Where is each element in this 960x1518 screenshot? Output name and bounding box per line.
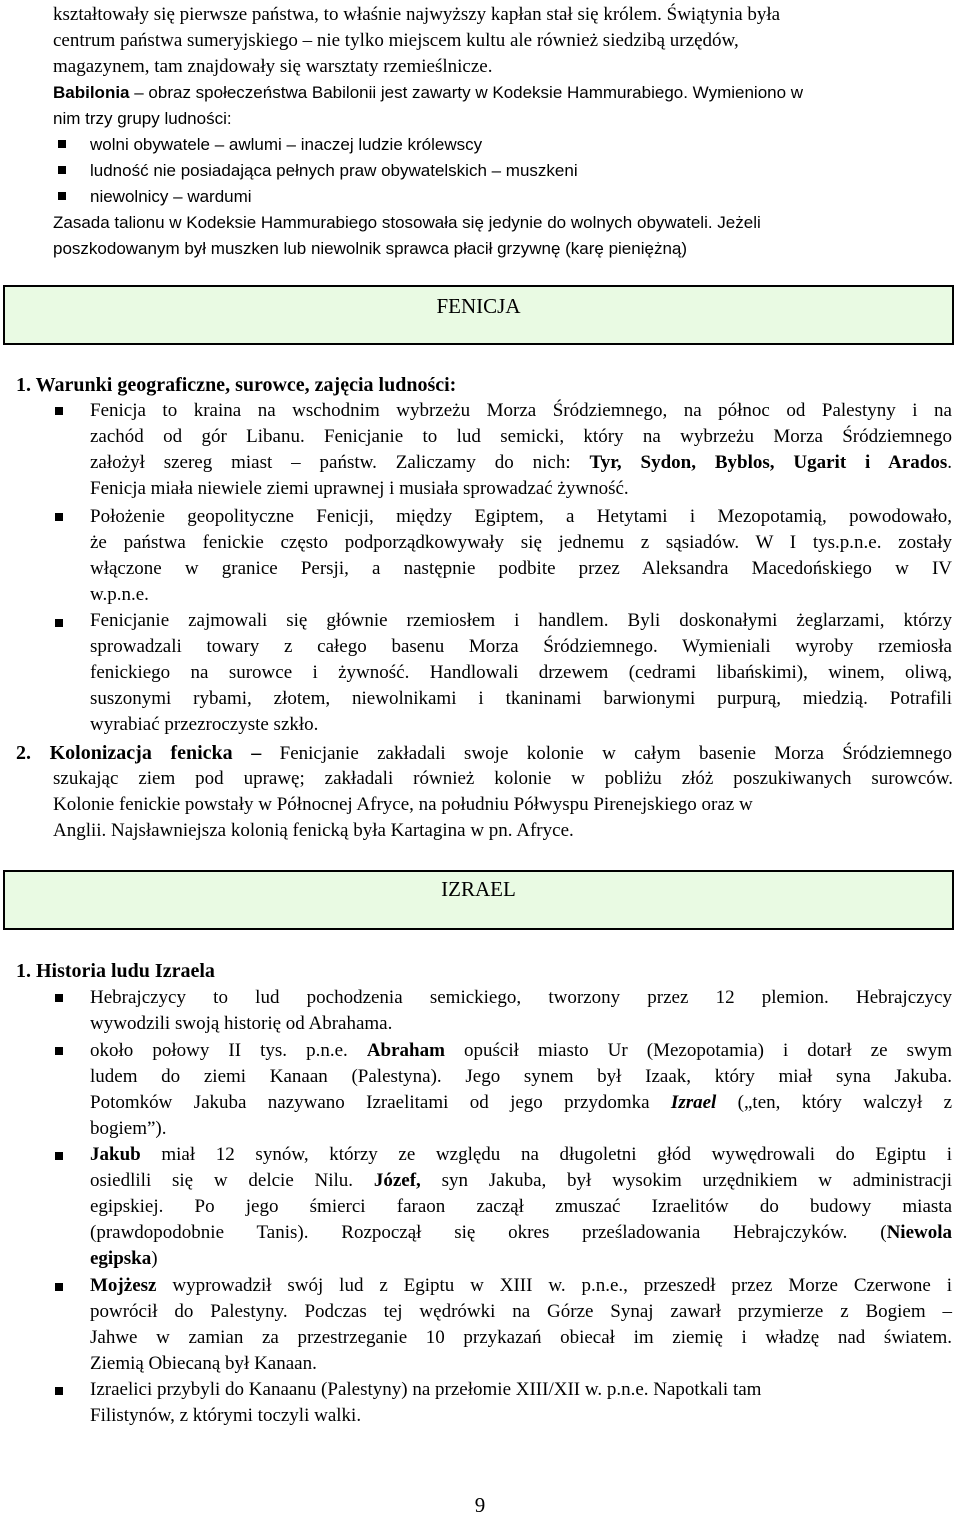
list-item: ludność nie posiadająca pełnych praw obywatelskich – muszkeni — [90, 161, 578, 180]
text-line: powrócił do Palestyny. Podczas tej wędrówki na Górze Synaj zawarł przymierze z Bogiem – — [90, 1301, 952, 1322]
bullet-icon — [55, 1152, 63, 1160]
text-line: Ziemią Obiecaną był Kanaan. — [90, 1353, 317, 1374]
text-span: opuścił miasto Ur (Mezopotamia) i dotarł ze swym — [444, 1040, 952, 1061]
section-title — [16, 372, 456, 398]
section-title-text: 2. Kolonizacja fenicka – — [16, 742, 262, 764]
person-name: Izrael — [670, 1092, 717, 1113]
bullet-icon — [55, 1047, 63, 1055]
text-line: wywodzili swoją historię od Abrahama. — [90, 1013, 393, 1034]
text-span: miał 12 synów, którzy ze względu na długoletni głód wywędrowali do Egiptu i — [140, 1144, 952, 1165]
list-item: wolni obywatele – awlumi – inaczej ludzie królewscy — [90, 135, 483, 154]
bullet-icon — [58, 192, 66, 200]
section-title-text: 1. Warunki geograficzne, surowce, zajęcia ludności: — [16, 374, 457, 396]
text-line: że państwa fenickie często podporządkowywały się jednemu z sąsiadów. W I tys.p.n.e. zostały — [90, 532, 952, 553]
text-line: fenickiego na surowce i żywność. Handlowali drzewem (cedrami libańskimi), winem, oliwą, — [90, 662, 952, 683]
text-line — [90, 450, 952, 476]
text-line: poszkodowanym był muszken lub niewolnik sprawca płacił grzywnę (karę pieniężną) — [53, 239, 688, 258]
text-line: Anglii. Najsławniejsza kolonią fenicką była Kartagina w pn. Afryce. — [53, 820, 574, 841]
bullet-icon — [55, 619, 63, 627]
text-line: Fenicjanie zajmowali się głównie rzemiosłem i handlem. Byli doskonałymi żeglarzami, którzy — [90, 610, 952, 631]
person-name: Józef, — [373, 1170, 421, 1191]
person-name: Abraham — [366, 1040, 445, 1061]
text-span: – obraz społeczeństwa Babilonii jest zawarty w Kodeksie Hammurabiego. Wymieniono w — [129, 83, 804, 102]
text-line: Zasada talionu w Kodeksie Hammurabiego stosowała się jedynie do wolnych obywateli. Jeżeli — [53, 213, 761, 232]
text-line: sprowadzali towary z całego basenu Morza Śródziemnego. Wymieniali wyroby rzemiosła — [90, 636, 952, 657]
text-line: Położenie geopolityczne Fenicji, między Egiptem, a Hetytami i Mezopotamią, powodowało, — [90, 506, 952, 527]
list-item — [90, 1038, 952, 1142]
text-line: zachód od gór Libanu. Fenicjanie to lud semicki, który na wybrzeżu Morza Śródziemnego — [90, 426, 952, 447]
bullet-icon — [58, 166, 66, 174]
text-line: Filistynów, z którymi toczyli walki. — [90, 1405, 362, 1426]
section-title-text: 1. Historia ludu Izraela — [16, 960, 215, 982]
banner-title: FENICJA — [436, 294, 521, 318]
text-line: magazynem, tam znajdowały się warsztaty rzemieślnicze. — [53, 56, 493, 77]
text-line: szukając ziem pod uprawę; zakładali również kolonie w pobliżu złóż poszukiwanych surowców. — [53, 768, 953, 789]
section-title — [16, 958, 215, 984]
term: Niewola — [886, 1222, 952, 1243]
list-item — [90, 1142, 952, 1272]
text-span: osiedlili się w delcie Nilu. — [90, 1170, 374, 1191]
text-span: (prawdopodobnie Tanis). Rozpoczął się okres prześladowania Hebrajczyków. ( — [90, 1222, 887, 1243]
text-line: ludem do ziemi Kanaan (Palestyna). Jego synem był Izaak, który miał syna Jakuba. — [90, 1066, 952, 1087]
colonization-paragraph — [16, 740, 952, 767]
text-span: około połowy II tys. p.n.e. — [90, 1040, 367, 1061]
bullet-icon — [55, 407, 63, 415]
text-span: syn Jakuba, był wysokim urzędnikiem w administracji — [420, 1170, 952, 1191]
colonization-paragraph-cont — [53, 766, 953, 844]
text-line — [90, 1090, 952, 1116]
page-number: 9 — [474, 1493, 486, 1517]
list-item: niewolnicy – wardumi — [90, 187, 252, 206]
text-line — [90, 1142, 952, 1168]
list-item — [90, 398, 952, 502]
bullet-icon — [55, 994, 63, 1002]
text-line: włączone w granice Persji, a następnie podbite przez Aleksandra Macedońskiego w IV — [90, 558, 952, 579]
term: egipska — [90, 1248, 152, 1269]
list-item — [90, 1377, 952, 1429]
section-banner-izrael — [3, 870, 954, 930]
text-line: bogiem”). — [90, 1118, 167, 1139]
city-names: Tyr, Sydon, Byblos, Ugarit i Arados — [589, 452, 948, 473]
text-line — [16, 740, 952, 767]
text-line: wyrabiać przezroczyste szkło. — [90, 714, 319, 735]
text-line: nim trzy grupy ludności: — [53, 109, 232, 128]
text-line — [90, 1273, 952, 1299]
text-span: („ten, który walczył z — [716, 1092, 952, 1113]
text-line — [90, 1038, 952, 1064]
person-name: Mojżesz — [90, 1275, 157, 1296]
list-item — [90, 608, 952, 738]
banner-title: IZRAEL — [441, 877, 516, 901]
text-line — [90, 1220, 952, 1246]
text-line: w.p.n.e. — [90, 584, 149, 605]
text-line: Jahwe w zamian za przestrzeganie 10 przykazań obiecał im ziemię i władzę nad światem. — [90, 1327, 952, 1348]
text-span: Fenicjanie zakładali swoje kolonie w całym basenie Morza Śródziemnego — [261, 743, 952, 764]
list-item — [90, 985, 952, 1037]
text-line — [90, 1246, 952, 1272]
bullet-icon — [58, 140, 66, 148]
text-span: założył szereg miast – państw. Zaliczamy do nich: — [90, 452, 590, 473]
text-line: egipskiej. Po jego śmierci faraon zaczął zmuszać Izraelitów do budowy miasta — [90, 1196, 952, 1217]
intro-paragraph — [53, 2, 953, 80]
text-line: Izraelici przybyli do Kanaanu (Palestyny) na przełomie XIII/XII w. p.n.e. Napotkali tam — [90, 1379, 762, 1400]
bullet-icon — [55, 1283, 63, 1291]
list-item — [90, 504, 952, 608]
section-banner-fenicja — [3, 285, 954, 345]
text-line: kształtowały się pierwsze państwa, to właśnie najwyższy kapłan stał się królem. Świątynia była — [53, 4, 781, 25]
text-line — [90, 1168, 952, 1194]
population-groups-list — [90, 132, 950, 210]
text-line: Hebrajczycy to lud pochodzenia semickiego, tworzony przez 12 plemion. Hebrajczycy — [90, 987, 952, 1008]
bullet-icon — [55, 1387, 63, 1395]
text-span: Potomków Jakuba nazywano Izraelitami od jego przydomka — [90, 1092, 671, 1113]
person-name: Jakub — [90, 1144, 141, 1165]
text-span: ) — [151, 1248, 158, 1269]
text-line: suszonymi rybami, złotem, niewolnikami i tkaninami barwionymi purpurą, miedzią. Potrafili — [90, 688, 952, 709]
text-line: centrum państwa sumeryjskiego – nie tylko miejscem kultu ale również siedzibą urzędów, — [53, 30, 739, 51]
babilonia-term: Babilonia — [53, 83, 130, 102]
text-line: Kolonie fenickie powstały w Północnej Afryce, na południu Półwyspu Pirenejskiego oraz w — [53, 794, 753, 815]
babilonia-paragraph — [53, 80, 953, 132]
talion-paragraph — [53, 210, 953, 262]
text-line: Fenicja miała niewiele ziemi uprawnej i musiała sprowadzać żywność. — [90, 478, 629, 499]
text-line: Fenicja to kraina na wschodnim wybrzeżu Morza Śródziemnego, na północ od Palestyny i na — [90, 400, 952, 421]
text-span: . — [947, 452, 952, 473]
text-line — [53, 80, 953, 106]
bullet-icon — [55, 513, 63, 521]
list-item — [90, 1273, 952, 1377]
text-span: wyprowadził swój lud z Egiptu w XIII w. p.n.e., przeszedł przez Morze Czerwone i — [156, 1275, 952, 1296]
